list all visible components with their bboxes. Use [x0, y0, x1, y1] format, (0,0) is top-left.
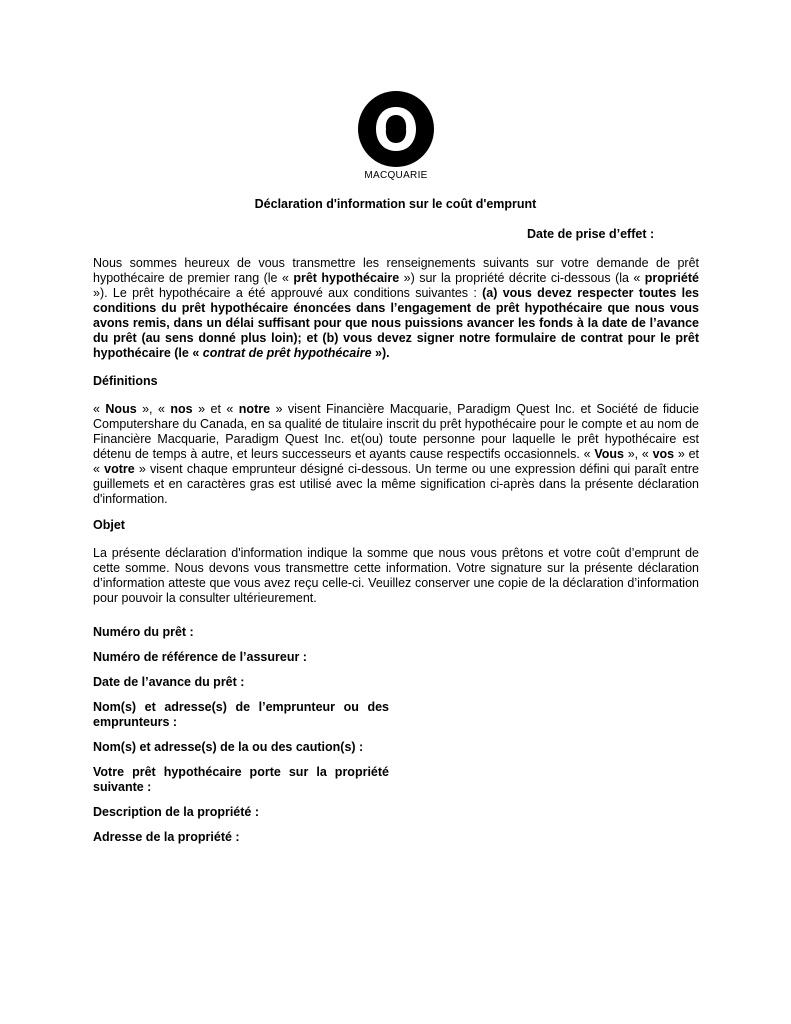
- property-intro-label: Votre prêt hypothécaire porte sur la propriété suivante :: [93, 765, 389, 794]
- term-pret-hypothecaire: prêt hypothécaire: [293, 271, 400, 285]
- document-title: Déclaration d'information sur le coût d'emprunt: [254, 197, 537, 211]
- objet-paragraph: La présente déclaration d'information indique la somme que nous vous prêtons et votre coût d’emprunt de cette somme. Nous devons vous transmettre cette information. Votre signature sur la présente déclaration d’information atteste que vous avez reçu celle-ci. Veuillez conserver une copie de la déclaration d’information pour pouvoir la consulter ultérieurement.: [93, 546, 699, 605]
- property-description-label: Description de la propriété :: [93, 805, 260, 819]
- borrowers-label: Nom(s) et adresse(s) de l’emprunteur ou des emprunteurs :: [93, 700, 389, 729]
- objet-heading: Objet: [93, 518, 125, 532]
- term-contrat: contrat de prêt hypothécaire: [202, 346, 372, 360]
- term-propriete: propriété: [644, 271, 699, 285]
- effective-date-label: Date de prise d’effet :: [527, 227, 655, 241]
- conditions-text: (a) vous devez respecter toutes les conditions du prêt hypothécaire énoncées dans l’engagement de prêt hypothécaire que nous vous avons remis, dans un délai suffisant pour que nous puissions avancer les fonds à la date de l’avance du prêt (au sens donné plus loin); et (b) vous devez signer notre formulaire de contrat pour le prêt hypothécaire (le «: [93, 286, 699, 360]
- advance-date-label: Date de l’avance du prêt :: [93, 675, 245, 689]
- loan-number-label: Numéro du prêt :: [93, 625, 194, 639]
- intro-paragraph: Nous sommes heureux de vous transmettre les renseignements suivants sur votre demande de prêt hypothécaire de premier rang (le « prêt hypothécaire ») sur la propriété décrite ci-dessous (la « propriété »). Le prêt hypothécaire a été approuvé aux conditions suivantes : (a) vous devez respecter toutes les conditions du prêt hypothécaire énoncées dans l’engagement de prêt hypothécaire que nous vous avons remis, dans un délai suffisant pour que nous puissions avancer les fonds à la date de l’avance du prêt (au sens donné plus loin); et (b) vous devez signer notre formulaire de contrat pour le prêt hypothécaire (le « contrat de prêt hypothécaire »).: [93, 256, 699, 360]
- definitions-paragraph: « Nous », « nos » et « notre » visent Financière Macquarie, Paradigm Quest Inc. et Société de fiducie Computershare du Canada, en sa qualité de titulaire inscrit du prêt hypothécaire pour le compte et au nom de Financière Macquarie, Paradigm Quest Inc. et(ou) toute personne pour laquelle le prêt hypothécaire est détenu de temps à autre, et leurs successeurs et ayants cause respectifs occasionnels. « Vous », « vos » et « votre » visent chaque emprunteur désigné ci-dessous. Un terme ou une expression défini qui paraît entre guillemets et en caractères gras est utilisé avec la même signification ci-après dans la présente déclaration d'information.: [93, 402, 700, 506]
- guarantors-label: Nom(s) et adresse(s) de la ou des caution(s) :: [93, 740, 364, 754]
- logo-wordmark: MACQUARIE: [364, 170, 428, 181]
- property-address-label: Adresse de la propriété :: [93, 830, 240, 844]
- holey-dollar-icon: [353, 90, 439, 170]
- definitions-heading: Définitions: [93, 374, 158, 388]
- insurer-reference-label: Numéro de référence de l’assureur :: [93, 650, 307, 664]
- macquarie-logo: [353, 90, 439, 186]
